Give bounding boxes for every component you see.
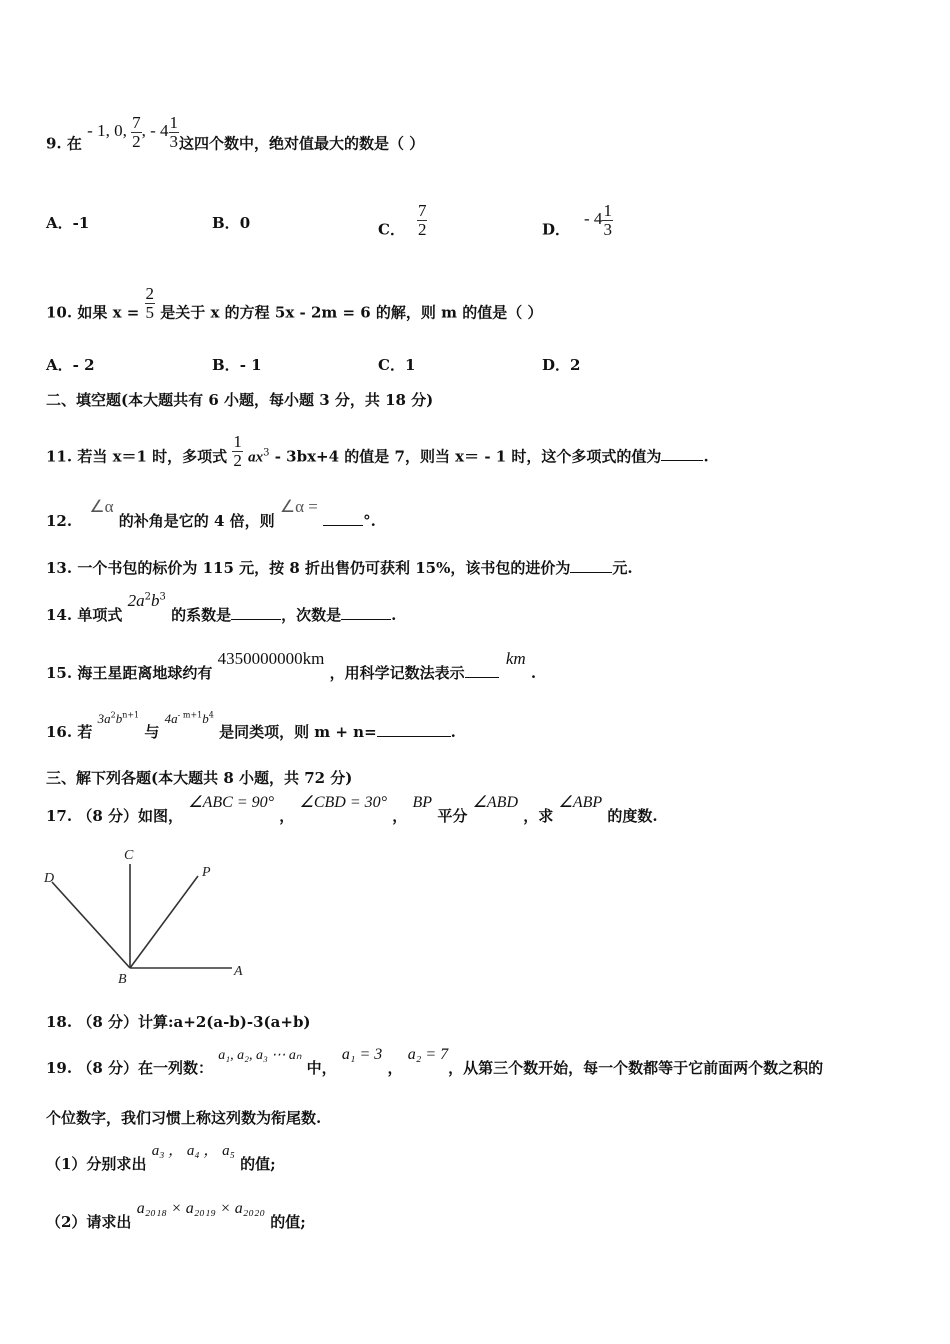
q16-mid: 是同类项，则 m + n= bbox=[219, 723, 377, 741]
q15-pre: 海王星距离地球约有 bbox=[77, 664, 213, 682]
q16-term-2: $4a^{- m+1}b^4$ bbox=[164, 710, 214, 726]
question-17 bbox=[46, 794, 658, 826]
q16-end: . bbox=[450, 723, 456, 741]
q19-part2-expr: a₂₀₁₈ × a₂₀₁₉ × a₂₀₂₀ bbox=[136, 1200, 266, 1217]
q17-pre: （8 分）如图， bbox=[77, 807, 184, 825]
q14-coefficient-blank[interactable] bbox=[231, 618, 281, 620]
q12-end: °. bbox=[363, 512, 376, 530]
q12-angle-eq: ∠α = bbox=[279, 497, 318, 516]
question-19 bbox=[46, 1046, 824, 1078]
q10-fraction: $\frac{2}{5}$ bbox=[145, 284, 155, 322]
q17-condition-2: ∠CBD = 30° bbox=[299, 794, 388, 811]
q15-number: 15. bbox=[46, 664, 73, 682]
label-b: B bbox=[118, 972, 127, 987]
q9-pre: 在 bbox=[66, 134, 82, 153]
q9-mid: , - 4 bbox=[141, 121, 169, 141]
question-13 bbox=[46, 557, 633, 578]
q9-option-d-fraction: $\frac{1}{3}$ bbox=[603, 201, 612, 239]
q16-and: 与 bbox=[144, 723, 160, 741]
q11-expr-sup: 3 bbox=[263, 447, 270, 459]
q19-mid: 中， bbox=[306, 1059, 337, 1077]
q12-number: 12. bbox=[46, 512, 73, 530]
q19-a1: a₁ = 3 bbox=[341, 1046, 383, 1063]
q19-sequence: a₁, a₂, a₃ ⋯ aₙ bbox=[218, 1048, 302, 1063]
label-a: A bbox=[234, 964, 243, 979]
q14-end: . bbox=[391, 606, 397, 624]
q9-option-c: C． $\frac{7}{2}$ bbox=[378, 201, 427, 239]
q17-figure bbox=[40, 840, 260, 990]
q17-sep-1: ， bbox=[279, 807, 295, 825]
q12-mid: 的补角是它的 4 倍，则 bbox=[118, 512, 275, 530]
q16-answer-blank[interactable] bbox=[377, 735, 451, 737]
q19-pre: （8 分）在一列数： bbox=[77, 1059, 214, 1077]
q17-bisect: 平分 bbox=[437, 807, 468, 825]
q16-term-1: $3a^2b^{n+1}$ bbox=[97, 710, 140, 726]
q16-pre: 若 bbox=[77, 723, 93, 741]
q14-number: 14. bbox=[46, 606, 73, 624]
q18-text: （8 分）计算:a+2(a-b)-3(a+b) bbox=[77, 1013, 311, 1031]
q13-answer-blank[interactable] bbox=[570, 571, 612, 573]
q12-angle: ∠α bbox=[89, 497, 114, 516]
q11-end: . bbox=[703, 447, 709, 466]
q19-sep: ， bbox=[387, 1059, 403, 1077]
q15-answer-blank[interactable] bbox=[465, 676, 499, 678]
question-11 bbox=[46, 432, 709, 476]
q16-number: 16. bbox=[46, 723, 73, 741]
q14-pre: 单项式 bbox=[77, 606, 123, 624]
q17-condition-1: ∠ABC = 90° bbox=[188, 794, 275, 811]
q19-part1-post: 的值; bbox=[240, 1155, 276, 1173]
q10-pre: 如果 x = bbox=[77, 303, 140, 322]
q19-a2: a₂ = 7 bbox=[407, 1046, 449, 1063]
q17-target-angle: ∠ABP bbox=[558, 794, 603, 811]
q10-option-d: D．2 bbox=[542, 356, 581, 374]
question-10 bbox=[46, 284, 543, 332]
question-16 bbox=[46, 710, 456, 742]
q9-list: - 1, 0, bbox=[87, 121, 132, 141]
q17-end: 的度数. bbox=[607, 807, 658, 825]
q11-fraction: $\frac{1}{2}$ bbox=[233, 432, 242, 470]
q9-option-d: D．- 4 $\frac{1}{3}$ bbox=[542, 201, 612, 239]
q10-number: 10. bbox=[46, 303, 73, 322]
q9-option-b: B．0 bbox=[212, 214, 251, 232]
q13-end: 元. bbox=[612, 559, 633, 577]
q14-mid: 的系数是 bbox=[171, 606, 232, 624]
q14-monomial: $2a^2b^3$ bbox=[127, 591, 166, 610]
ray-bd bbox=[52, 882, 130, 968]
q11-pre: 若当 x＝1 时，多项式 bbox=[77, 447, 228, 466]
q18-number: 18. bbox=[46, 1013, 73, 1031]
question-19-part-2 bbox=[46, 1200, 306, 1232]
q10-option-b: B．- 1 bbox=[212, 356, 262, 374]
question-19-line-2: 个位数字，我们习惯上称这列数为衔尾数. bbox=[46, 1109, 322, 1127]
q15-end: . bbox=[530, 664, 537, 682]
q9-post: 这四个数中，绝对值最大的数是（ ） bbox=[179, 134, 425, 153]
q9-fraction-1: $\frac{7}{2}$ bbox=[132, 113, 141, 151]
q19-part1-pre: （1）分别求出 bbox=[46, 1155, 147, 1173]
q10-post: 是关于 x 的方程 5x - 2m = 6 的解，则 m 的值是（ ） bbox=[160, 303, 543, 322]
q17-condition-3: BP bbox=[412, 794, 433, 811]
q19-part1-vars: a₃ ， a₄ ， a₅ bbox=[151, 1143, 235, 1159]
question-15 bbox=[46, 649, 537, 683]
q12-answer-blank[interactable] bbox=[323, 524, 363, 526]
q19-number: 19. bbox=[46, 1059, 73, 1077]
q11-expr-a: ax bbox=[248, 449, 264, 466]
question-14 bbox=[46, 591, 397, 625]
q15-unit: km bbox=[505, 649, 526, 668]
q11-answer-blank[interactable] bbox=[661, 459, 703, 461]
q13-number: 13. bbox=[46, 559, 73, 577]
q13-text: 一个书包的标价为 115 元，按 8 折出售仍可获利 15%，该书包的进价为 bbox=[77, 559, 571, 577]
section-2-heading: 二、填空题(本大题共有 6 小题，每小题 3 分，共 18 分) bbox=[46, 391, 434, 409]
q11-number: 11. bbox=[46, 447, 73, 466]
ray-bp bbox=[130, 876, 198, 968]
label-d: D bbox=[44, 871, 55, 886]
q14-mid2: ，次数是 bbox=[281, 606, 342, 624]
q15-mid: ，用科学记数法表示 bbox=[329, 664, 465, 682]
q17-ask: ，求 bbox=[523, 807, 554, 825]
question-19-part-1 bbox=[46, 1143, 276, 1174]
q17-sep-2: ， bbox=[392, 807, 408, 825]
q15-distance: 4350000000km bbox=[217, 649, 325, 668]
q17-condition-4: ∠ABD bbox=[472, 794, 519, 811]
q9-option-a: A．-1 bbox=[46, 214, 90, 232]
q10-option-a: A．- 2 bbox=[46, 356, 95, 374]
q17-number: 17. bbox=[46, 807, 73, 825]
q14-degree-blank[interactable] bbox=[341, 618, 391, 620]
section-3-heading: 三、解下列各题(本大题共 8 小题，共 72 分) bbox=[46, 769, 353, 787]
q19-part2-post: 的值; bbox=[270, 1213, 306, 1231]
question-18 bbox=[46, 1011, 311, 1032]
q9-number: 9. bbox=[46, 134, 62, 153]
q19-rest: ，从第三个数开始，每一个数都等于它前面两个数之积的 bbox=[448, 1059, 824, 1077]
label-p: P bbox=[202, 865, 211, 880]
question-12 bbox=[46, 497, 376, 531]
label-c: C bbox=[124, 848, 134, 863]
q10-option-c: C．1 bbox=[378, 356, 416, 374]
q11-expr-b: - 3bx+4 的值是 7，则当 x＝ - 1 时，这个多项式的值为 bbox=[269, 447, 662, 466]
question-9 bbox=[46, 113, 425, 163]
q9-fraction-2: $\frac{1}{3}$ bbox=[169, 113, 178, 151]
q19-part2-pre: （2）请求出 bbox=[46, 1213, 132, 1231]
q9-option-c-fraction: $\frac{7}{2}$ bbox=[417, 201, 427, 239]
